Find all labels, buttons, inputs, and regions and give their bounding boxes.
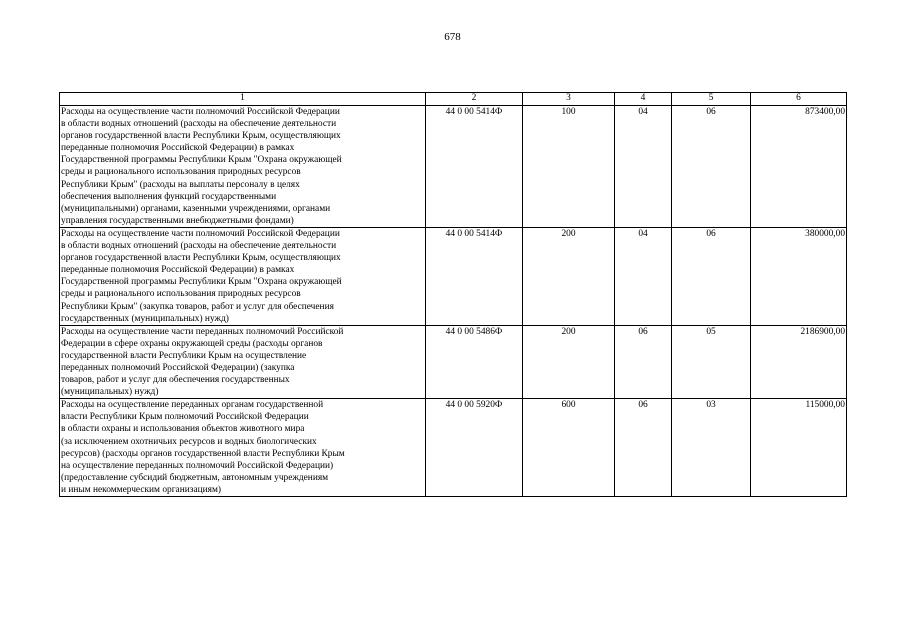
subsection-code: 03 — [672, 399, 751, 497]
expense-type-code: 600 — [523, 399, 615, 497]
column-header: 2 — [426, 93, 523, 106]
amount: 873400,00 — [751, 106, 847, 228]
section-code: 06 — [615, 399, 672, 497]
table-header-row — [60, 93, 847, 106]
budget-table — [59, 92, 847, 497]
column-header: 1 — [60, 93, 426, 106]
expense-description: Расходы на осуществление переданных органам государственной власти Республики Крым полномочий Российской Федерации в области охраны и использования объектов животного мира (за исключением охотничьих ресурсов и водных биологических ресурсов) (расходы органов государственной власти Республики Крым на осуществление переданных полномочий Российской Федерации) (предоставление субсидий бюджетным, автономным учреждениям и иным некоммерческим организациям) — [60, 399, 426, 497]
subsection-code: 06 — [672, 106, 751, 228]
column-header: 4 — [615, 93, 672, 106]
section-code: 04 — [615, 106, 672, 228]
target-code: 44 0 00 5920Ф — [426, 399, 523, 497]
section-code: 04 — [615, 227, 672, 325]
amount: 380000,00 — [751, 227, 847, 325]
target-code: 44 0 00 5414Ф — [426, 106, 523, 228]
target-code: 44 0 00 5486Ф — [426, 325, 523, 399]
expense-type-code: 100 — [523, 106, 615, 228]
expense-description: Расходы на осуществление части полномочий Российской Федерации в области водных отношений (расходы на обеспечение деятельности органов государственной власти Республики Крым, осуществляющих переданные полномочия Российской Федерации) в рамках Государственной программы Республики Крым "Охрана окружающей среды и рационального использования природных ресурсов Республики Крым" (закупка товаров, работ и услуг для обеспечения государственных (муниципальных) нужд) — [60, 227, 426, 325]
target-code: 44 0 00 5414Ф — [426, 227, 523, 325]
table-row — [60, 399, 847, 497]
expense-type-code: 200 — [523, 227, 615, 325]
column-header: 3 — [523, 93, 615, 106]
expense-description: Расходы на осуществление части полномочий Российской Федерации в области водных отношений (расходы на обеспечение деятельности органов государственной власти Республики Крым, осуществляющих переданные полномочия Российской Федерации) в рамках Государственной программы Республики Крым "Охрана окружающей среды и рационального использования природных ресурсов Республики Крым" (расходы на выплаты персоналу в целях обеспечения выполнения функций государственными (муниципальными) органами, казенными учреждениями, органами управления государственными внебюджетными фондами) — [60, 106, 426, 228]
subsection-code: 06 — [672, 227, 751, 325]
table-row — [60, 106, 847, 228]
subsection-code: 05 — [672, 325, 751, 399]
expense-type-code: 200 — [523, 325, 615, 399]
table-row — [60, 325, 847, 399]
column-header: 6 — [751, 93, 847, 106]
amount: 2186900,00 — [751, 325, 847, 399]
expense-description: Расходы на осуществление части переданных полномочий Российской Федерации в сфере охраны окружающей среды (расходы органов государственной власти Республики Крым на осуществление переданных полномочий Российской Федерации) (закупка товаров, работ и услуг для обеспечения государственных (муниципальных) нужд) — [60, 325, 426, 399]
amount: 115000,00 — [751, 399, 847, 497]
table-row — [60, 227, 847, 325]
section-code: 06 — [615, 325, 672, 399]
page-number: 678 — [444, 31, 461, 43]
column-header: 5 — [672, 93, 751, 106]
